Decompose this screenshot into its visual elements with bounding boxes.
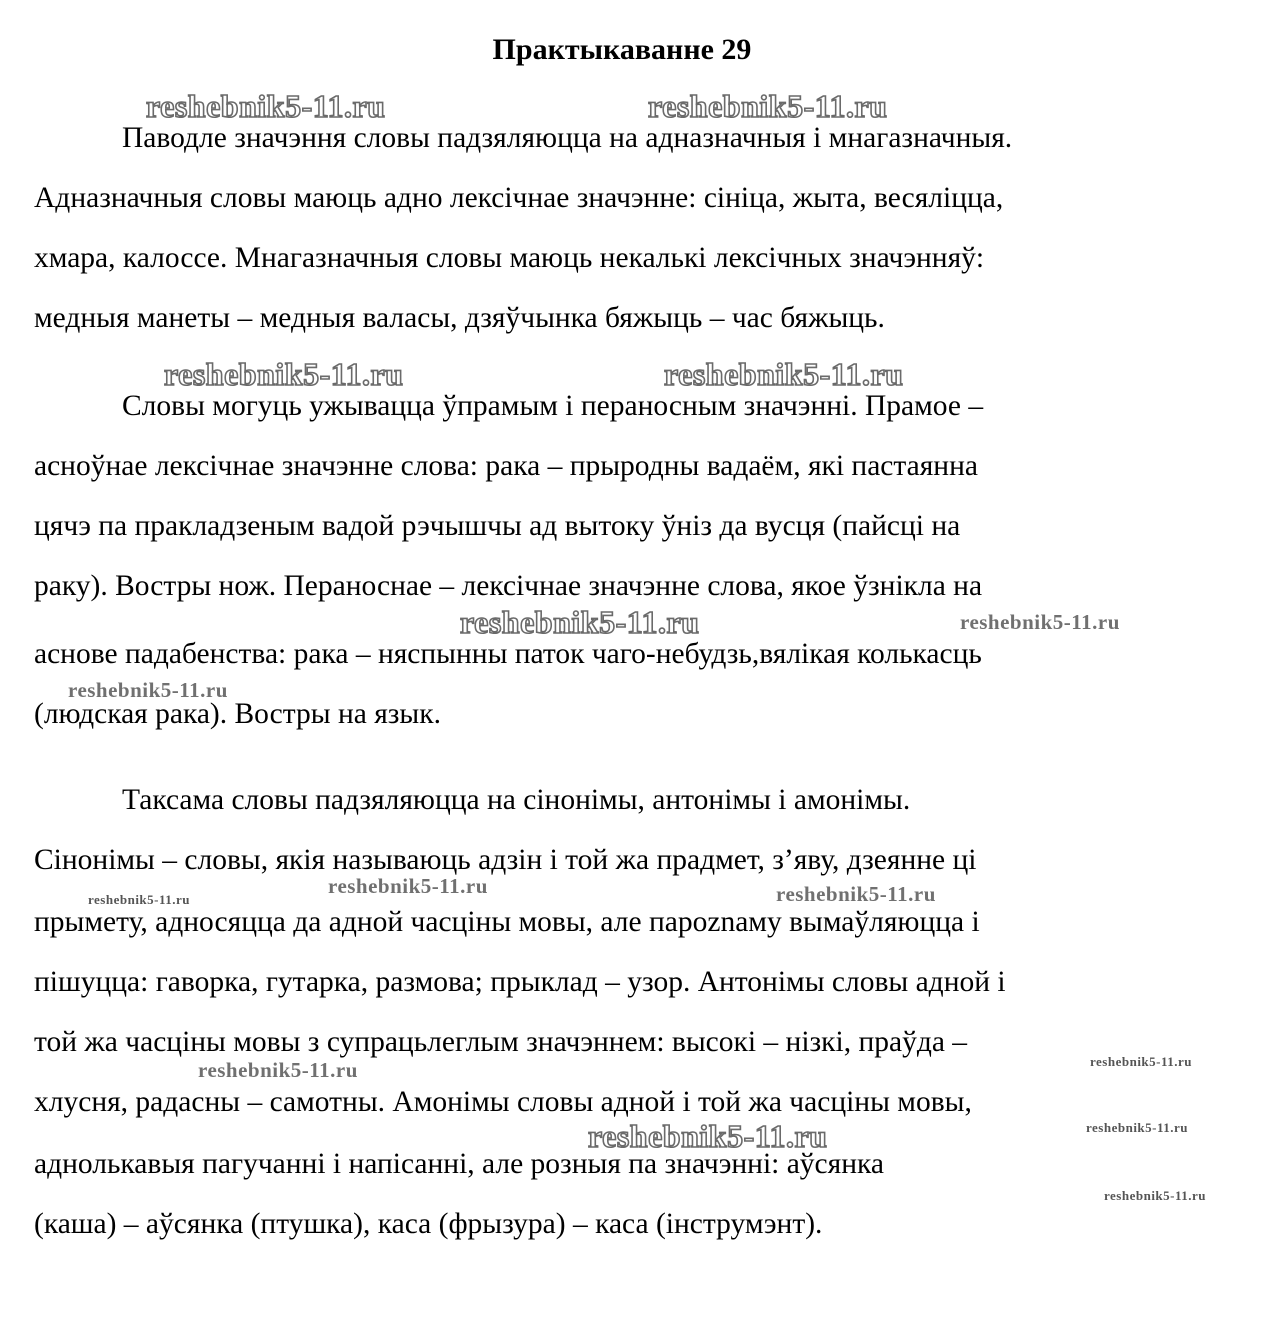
paragraph-2-line-1: Словы могуць ужывацца ўпрамым і пераносным значэнні. Прамое –	[122, 390, 984, 422]
paragraph-1-line-3: хмара, калоссе. Мнагазначныя словы маюць некалькі лексічных значэнняў:	[34, 242, 985, 274]
paragraph-1-line-2: Адназначныя словы маюць адно лексічнае значэнне: сініца, жыта, весяліцца,	[34, 182, 1004, 214]
paragraph-1-line-1: Паводле значэння словы падзяляюцца на адназначныя і мнагазначныя.	[122, 122, 1013, 154]
watermark: reshebnik5-11.ru	[960, 610, 1120, 634]
page-title: Практыкаванне 29	[492, 33, 752, 66]
watermark: reshebnik5-11.ru	[1104, 1188, 1207, 1203]
paragraph-3-line-5: той жа часціны мовы з супрацьлеглым значэннем: высокі – нізкі, праўда –	[34, 1026, 968, 1058]
watermark: reshebnik5-11.ru	[88, 892, 191, 907]
paragraph-3-line-6: хлусня, радасны – самотны. Амонімы словы адной і той жа часціны мовы,	[34, 1086, 972, 1118]
paragraph-3-line-8: (каша) – аўсянка (птушка), каса (фрызура) – каса (інструмэнт).	[34, 1208, 823, 1240]
paragraph-2-line-2: асноўнае лексічнае значэнне слова: рака – прыродны вадаём, які пастаянна	[34, 450, 978, 482]
watermark: reshebnik5-11.ru	[68, 678, 228, 702]
paragraph-3-line-1: Таксама словы падзяляюцца на сінонімы, антонімы і амонімы.	[122, 784, 911, 816]
paragraph-3-line-4: пішуцца: гаворка, гутарка, размова; прыклад – узор. Антонімы словы адной і	[34, 966, 1006, 998]
paragraph-2-line-3: цячэ па пракладзеным вадой рэчышчы ад вытоку ўніз да вусця (пайсці на	[34, 510, 961, 542]
paragraph-3-line-2: Сінонімы – словы, якія называюць адзін і той жа прадмет, з’яву, дзеянне ці	[34, 844, 977, 876]
paragraph-2-line-4: раку). Востры нож. Пераноснае – лексічнае значэнне слова, якое ўзнікла на	[34, 570, 983, 602]
paragraph-2-line-5: аснове падабенства: рака – няспынны паток чаго-небудзь,вялікая колькасць	[34, 638, 982, 670]
watermark: reshebnik5-11.ru	[146, 88, 386, 124]
watermark: reshebnik5-11.ru	[664, 356, 904, 392]
paragraph-3-line-3: прымету, адносяцца да адной часціны мовы, але пароznаму вымаўляюцца і	[34, 906, 980, 938]
watermark: reshebnik5-11.ru	[1090, 1054, 1193, 1069]
watermark: reshebnik5-11.ru	[164, 356, 404, 392]
watermark: reshebnik5-11.ru	[328, 874, 488, 898]
paragraph-2-line-6: (людская рака). Востры на язык.	[34, 698, 441, 730]
watermark: reshebnik5-11.ru	[776, 882, 936, 906]
watermark: reshebnik5-11.ru	[198, 1058, 358, 1082]
paragraph-3-line-7: аднолькавыя пагучанні і напісанні, але розныя па значэнні: аўсянка	[34, 1148, 884, 1180]
paragraph-1-line-4: медныя манеты – медныя валасы, дзяўчынка бяжыць – час бяжыць.	[34, 302, 885, 334]
watermark: reshebnik5-11.ru	[648, 88, 888, 124]
watermark: reshebnik5-11.ru	[1086, 1120, 1189, 1135]
watermark: reshebnik5-11.ru	[588, 1118, 828, 1154]
watermark: reshebnik5-11.ru	[460, 604, 700, 640]
